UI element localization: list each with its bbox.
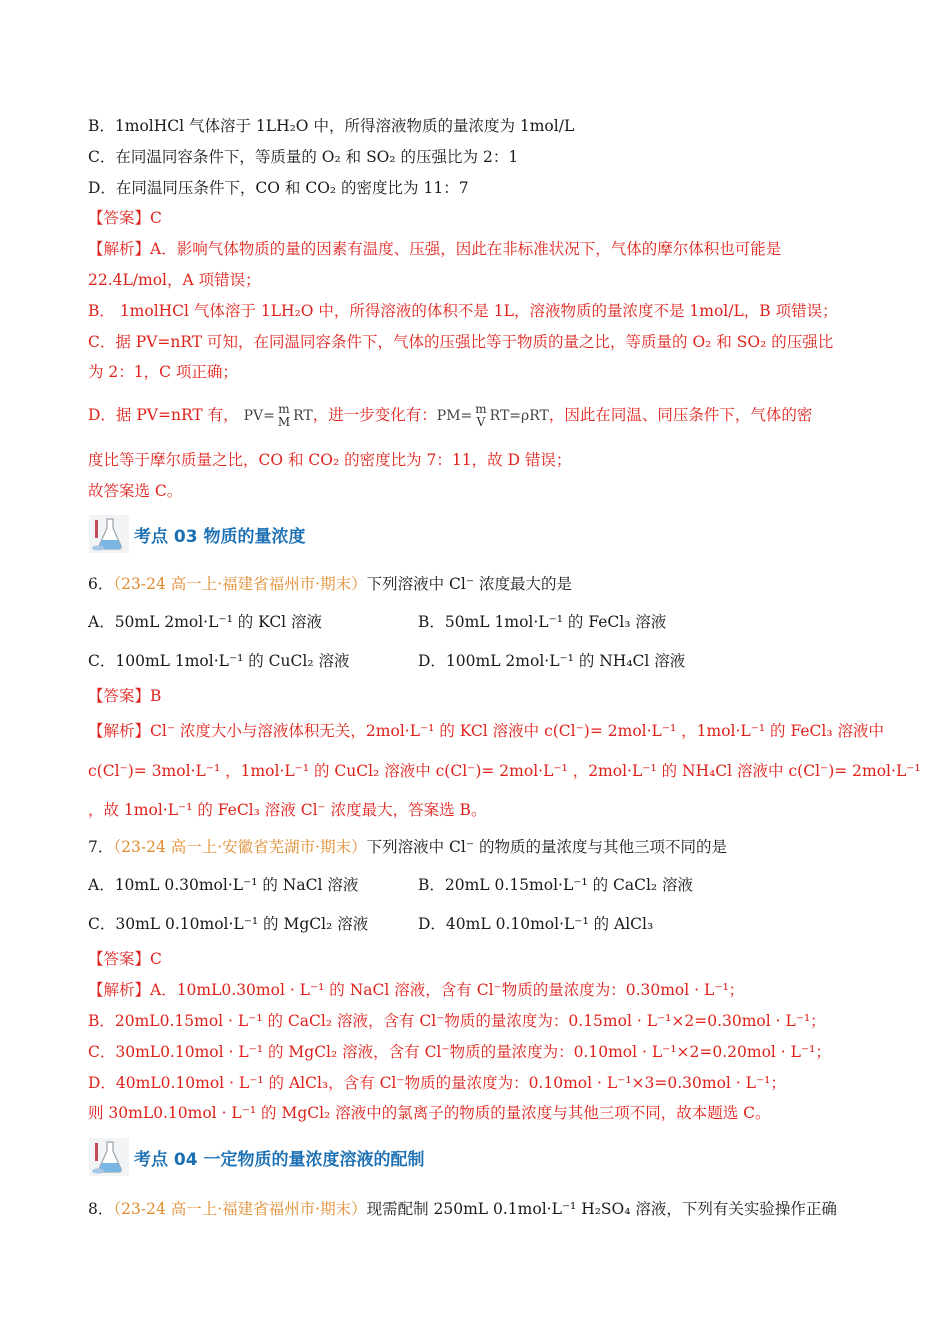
q6-option-b: B．50mL 1mol·L⁻¹ 的 FeCl₃ 溶液 [418, 613, 667, 631]
formula-rho: RT=ρRT [489, 408, 549, 424]
q6-analysis-line: 【解析】Cl⁻ 浓度大小与溶液体积无关，2mol·L⁻¹ 的 KCl 溶液中 c(Cl⁻)= 2mol·L⁻¹ ，1mol·L⁻¹ 的 FeCl₃ 溶液中 [88, 722, 885, 740]
q7-analysis-line: C．30mL0.10mol · L⁻¹ 的 MgCl₂ 溶液，含有 Cl⁻物质的量浓度为：0.10mol · L⁻¹×2=0.20mol · L⁻¹； [88, 1043, 831, 1061]
numerator: m [475, 402, 487, 416]
q5-analysis-line: 为 2：1，C 项正确； [88, 363, 238, 381]
q5-analysis-line: B． 1molHCl 气体溶于 1LH₂O 中，所得溶液的体积不是 1L，溶液物质的量浓度不是 1mol/L，B 项错误； [88, 302, 838, 320]
q7-answer: 【答案】C [88, 950, 162, 968]
q5-option-d: D．在同温同压条件下，CO 和 CO₂ 的密度比为 11：7 [88, 179, 469, 197]
q7-analysis-line: B．20mL0.15mol · L⁻¹ 的 CaCl₂ 溶液，含有 Cl⁻物质的量浓度为：0.15mol · L⁻¹×2=0.30mol · L⁻¹； [88, 1012, 826, 1030]
denominator: M [277, 415, 291, 429]
section-header-03 [88, 514, 306, 554]
numerator: m [278, 402, 290, 416]
denominator: V [476, 415, 486, 429]
formula-rt: RT [293, 408, 313, 424]
q6-analysis-line: ，故 1mol·L⁻¹ 的 FeCl₃ 溶液 Cl⁻ 浓度最大，答案选 B。 [88, 801, 487, 819]
question-number: 8． [88, 1200, 114, 1218]
question-number: 7． [88, 838, 114, 856]
question-source: （23-24 高一上·福建省福州市·期末） [113, 575, 367, 593]
flask-icon [88, 1137, 130, 1177]
q7-analysis-line: 【解析】A．10mL0.30mol · L⁻¹ 的 NaCl 溶液，含有 Cl⁻物质的量浓度为：0.30mol · L⁻¹； [88, 981, 745, 999]
q6-answer: 【答案】B [88, 687, 162, 705]
question-7-stem [88, 836, 727, 858]
q5-analysis-line: 22.4L/mol，A 项错误； [88, 271, 261, 289]
fraction-m-over-V [475, 403, 486, 429]
fraction-m-over-M [278, 403, 290, 429]
q5-answer: 【答案】C [88, 209, 162, 227]
q7-option-a: A．10mL 0.30mol·L⁻¹ 的 NaCl 溶液 [88, 876, 359, 894]
q7-option-b: B．20mL 0.15mol·L⁻¹ 的 CaCl₂ 溶液 [418, 876, 694, 894]
question-6-stem [88, 573, 572, 595]
formula-pm: PM= [436, 408, 473, 424]
question-text: 下列溶液中 Cl⁻ 浓度最大的是 [366, 575, 572, 593]
q5-analysis-line: 【解析】A．影响气体物质的量的因素有温度、压强，因此在非标准状况下，气体的摩尔体积也可能是 [88, 240, 782, 258]
q7-analysis-line: 则 30mL0.10mol · L⁻¹ 的 MgCl₂ 溶液中的氯离子的物质的量浓度与其他三项不同，故本题选 C。 [88, 1104, 771, 1122]
q6-option-c: C．100mL 1mol·L⁻¹ 的 CuCl₂ 溶液 [88, 652, 350, 670]
q6-option-a: A．50mL 2mol·L⁻¹ 的 KCl 溶液 [88, 613, 323, 631]
flask-icon [88, 514, 130, 554]
q7-option-d: D．40mL 0.10mol·L⁻¹ 的 AlCl₃ [418, 915, 654, 933]
question-8-stem [88, 1198, 837, 1220]
question-text: 现需配制 250mL 0.1mol·L⁻¹ H₂SO₄ 溶液，下列有关实验操作正确 [366, 1200, 837, 1218]
section-title: 考点 04 一定物质的量浓度溶液的配制 [134, 1149, 425, 1170]
question-number: 6． [88, 575, 114, 593]
q5-analysis-line: C．据 PV=nRT 可知，在同温同容条件下，气体的压强比等于物质的量之比，等质量的 O₂ 和 SO₂ 的压强比 [88, 333, 834, 351]
formula-text: ，因此在同温、同压条件下，气体的密 [548, 406, 813, 424]
question-source: （23-24 高一上·福建省福州市·期末） [113, 1200, 367, 1218]
q5-option-c: C．在同温同容条件下，等质量的 O₂ 和 SO₂ 的压强比为 2：1 [88, 148, 519, 166]
q6-option-d: D．100mL 2mol·L⁻¹ 的 NH₄Cl 溶液 [418, 652, 686, 670]
formula-pv: PV= [243, 408, 275, 424]
q7-option-c: C．30mL 0.10mol·L⁻¹ 的 MgCl₂ 溶液 [88, 915, 369, 933]
q6-analysis-line: c(Cl⁻)= 3mol·L⁻¹ ，1mol·L⁻¹ 的 CuCl₂ 溶液中 c(Cl⁻)= 2mol·L⁻¹ ，2mol·L⁻¹ 的 NH₄Cl 溶液中 c(Cl⁻)= 2mol·L⁻¹ [88, 762, 921, 780]
section-title: 考点 03 物质的量浓度 [134, 526, 306, 547]
question-source: （23-24 高一上·安徽省芜湖市·期末） [113, 838, 367, 856]
q7-analysis-line: D．40mL0.10mol · L⁻¹ 的 AlCl₃，含有 Cl⁻物质的量浓度为：0.10mol · L⁻¹×3=0.30mol · L⁻¹； [88, 1074, 786, 1092]
question-text: 下列溶液中 Cl⁻ 的物质的量浓度与其他三项不同的是 [366, 838, 727, 856]
q5-analysis-formula-line [88, 403, 812, 429]
q5-analysis-line: 故答案选 C。 [88, 482, 183, 500]
q5-option-b: B．1molHCl 气体溶于 1LH₂O 中，所得溶液物质的量浓度为 1mol/L [88, 117, 575, 135]
section-header-04 [88, 1137, 425, 1177]
q5-analysis-line: 度比等于摩尔质量之比，CO 和 CO₂ 的密度比为 7：11，故 D 错误； [88, 451, 572, 469]
formula-text: D．据 PV=nRT 有， [88, 406, 239, 424]
formula-text: ，进一步变化有： [312, 406, 437, 424]
